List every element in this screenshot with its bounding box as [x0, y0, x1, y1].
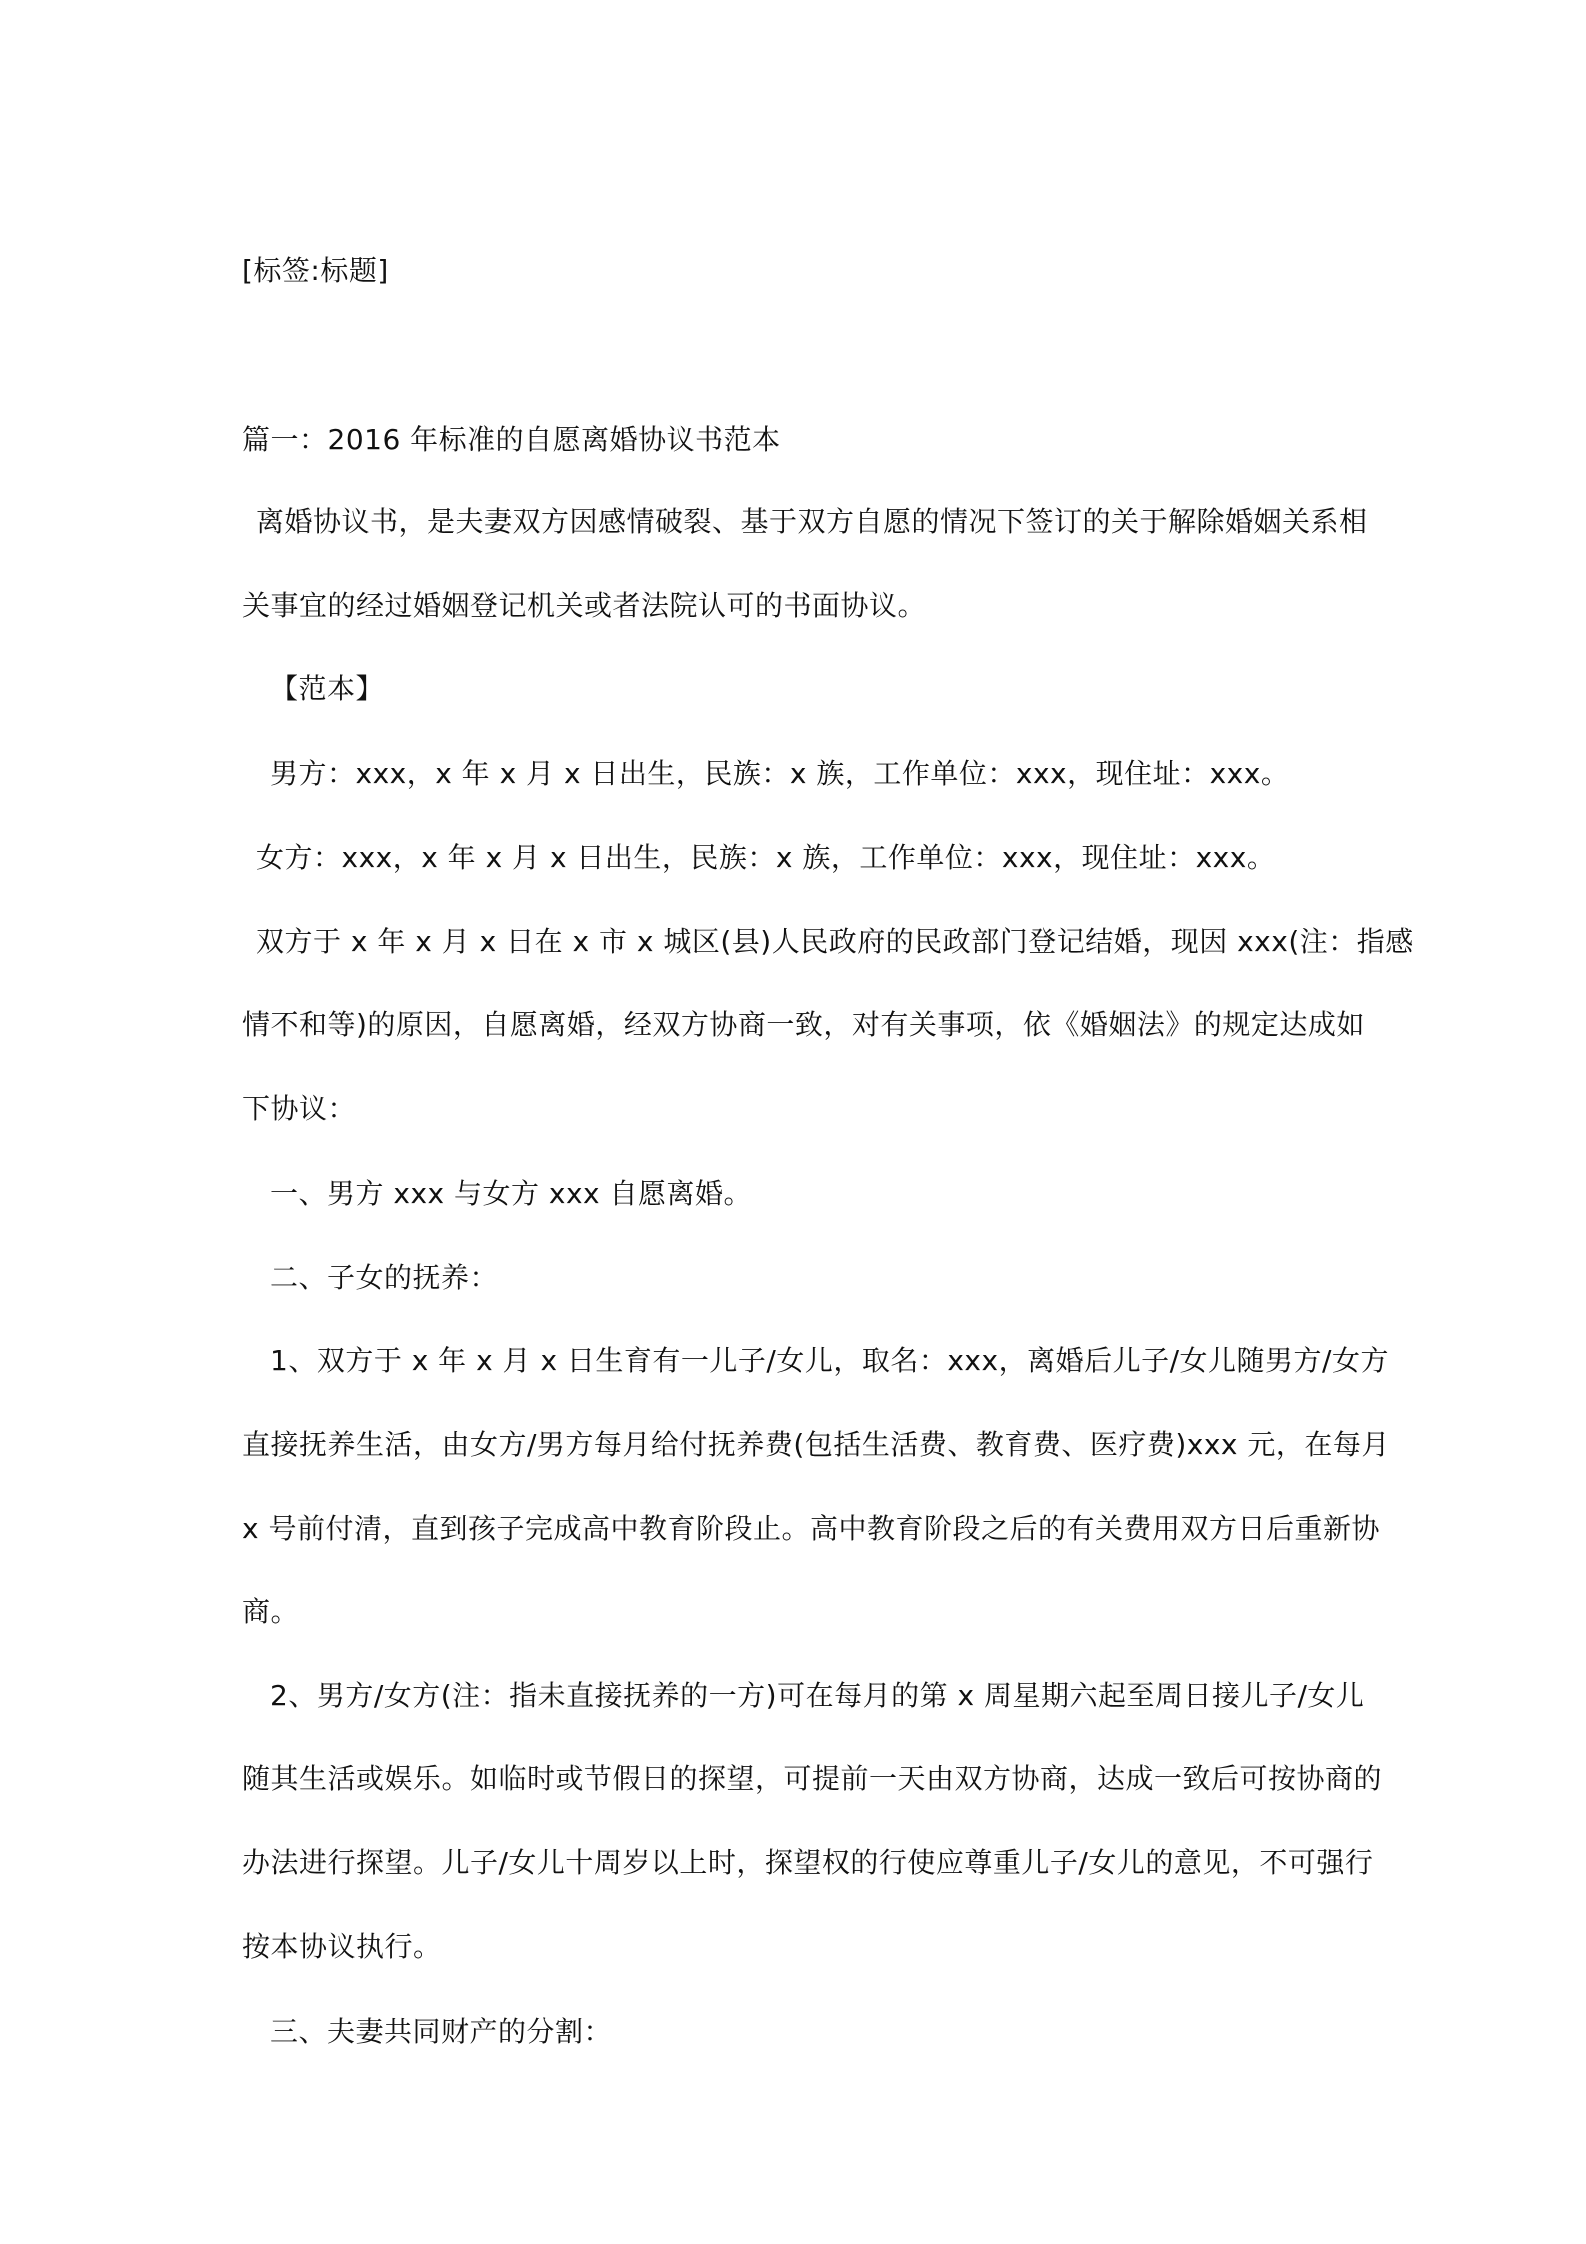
paragraph-line: 2、男方/女方(注：指未直接抚养的一方)可在每月的第 x 周星期六起至周日接儿子/女儿 — [270, 1679, 1365, 1712]
paragraph-line: 下协议： — [242, 1092, 357, 1125]
paragraph-line: 关事宜的经过婚姻登记机关或者法院认可的书面协议。 — [242, 589, 927, 622]
paragraph-line: 1、双方于 x 年 x 月 x 日生育有一儿子/女儿，取名：xxx，离婚后儿子/女儿随男方/女方 — [270, 1344, 1389, 1377]
paragraph-line: x 号前付清，直到孩子完成高中教育阶段止。高中教育阶段之后的有关费用双方日后重新协 — [242, 1512, 1380, 1545]
paragraph-line: 女方：xxx，x 年 x 月 x 日出生，民族：x 族，工作单位：xxx，现住址：xxx。 — [256, 841, 1276, 874]
clause-heading: 二、子女的抚养： — [270, 1261, 499, 1294]
clause-heading: 一、男方 xxx 与女方 xxx 自愿离婚。 — [270, 1177, 753, 1210]
paragraph-line: 男方：xxx，x 年 x 月 x 日出生，民族：x 族，工作单位：xxx，现住址：xxx。 — [270, 757, 1290, 790]
template-heading: 【范本】 — [270, 672, 385, 705]
paragraph-line: 双方于 x 年 x 月 x 日在 x 市 x 城区(县)人民政府的民政部门登记结婚，现因 xxx(注：指感 — [256, 925, 1414, 958]
paragraph-line: 直接抚养生活，由女方/男方每月给付抚养费(包括生活费、教育费、医疗费)xxx 元，在每月 — [242, 1428, 1390, 1461]
paragraph-line: 随其生活或娱乐。如临时或节假日的探望，可提前一天由双方协商，达成一致后可按协商的 — [242, 1762, 1383, 1795]
clause-heading: 三、夫妻共同财产的分割： — [270, 2015, 613, 2048]
section-title: 篇一：2016 年标准的自愿离婚协议书范本 — [242, 423, 781, 456]
paragraph-line: 情不和等)的原因，自愿离婚，经双方协商一致，对有关事项，依《婚姻法》的规定达成如 — [242, 1008, 1365, 1041]
paragraph-line: 商。 — [242, 1595, 300, 1628]
paragraph-line: 离婚协议书，是夫妻双方因感情破裂、基于双方自愿的情况下签订的关于解除婚姻关系相 — [256, 505, 1368, 538]
paragraph-line: 按本协议执行。 — [242, 1930, 442, 1963]
tag-label: [标签:标题] — [242, 254, 389, 287]
paragraph-line: 办法进行探望。儿子/女儿十周岁以上时，探望权的行使应尊重儿子/女儿的意见，不可强行 — [242, 1846, 1374, 1879]
